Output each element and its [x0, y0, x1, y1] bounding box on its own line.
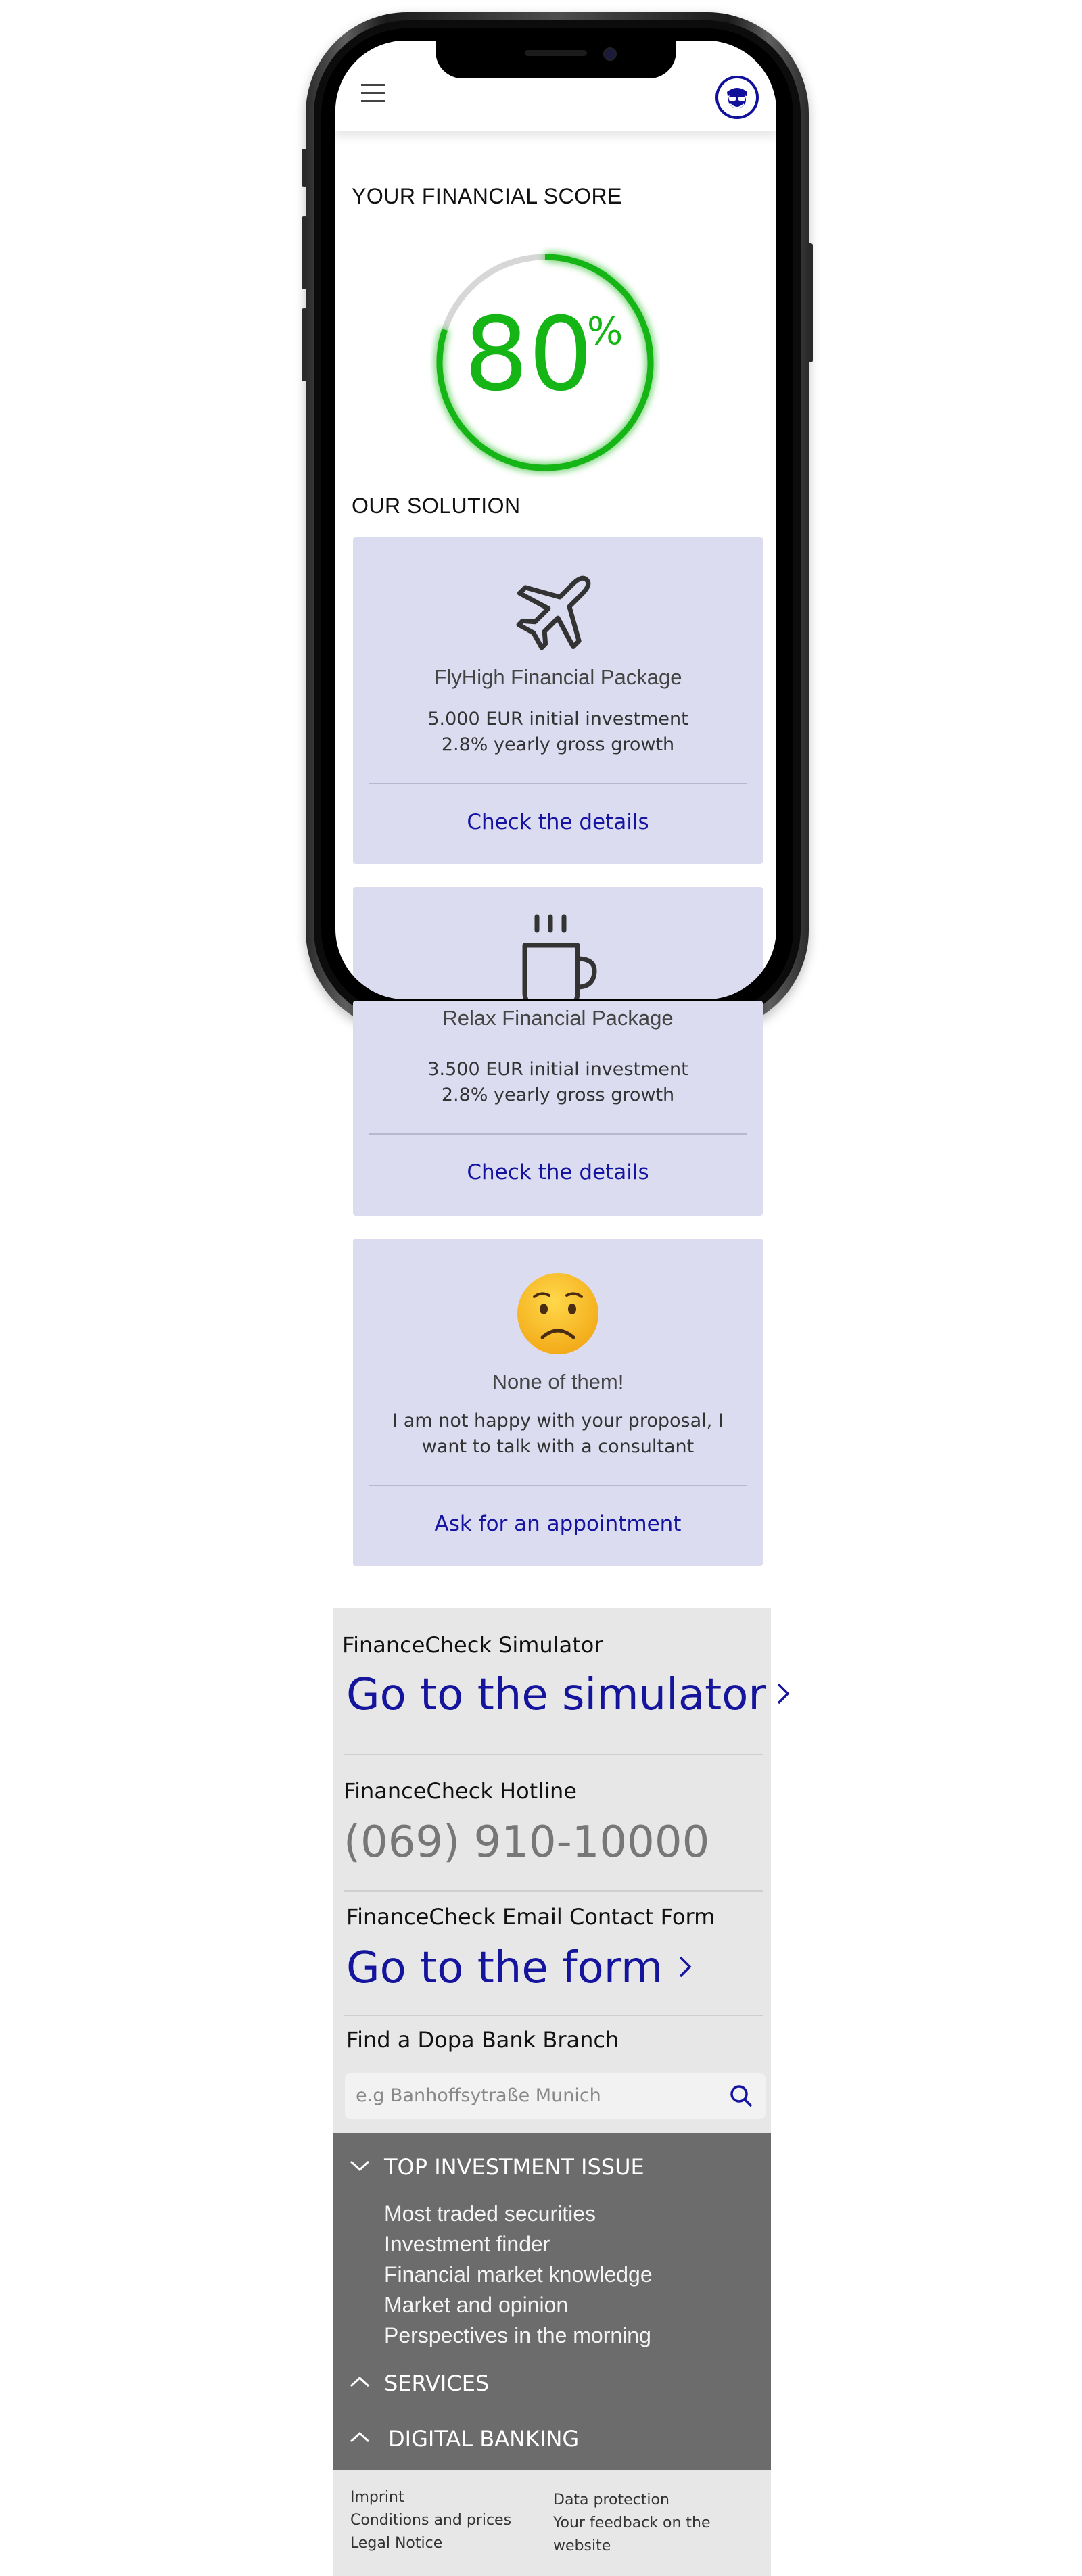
airplane-icon: [511, 561, 605, 656]
panel-divider: [344, 2015, 763, 2016]
footer-link-feedback[interactable]: Your feedback on the: [553, 2514, 711, 2531]
financial-score-title: YOUR FINANCIAL SCORE: [352, 184, 622, 208]
simulator-link[interactable]: [346, 1670, 791, 1720]
nav-link-market-knowledge[interactable]: Financial market knowledge: [384, 2262, 653, 2287]
card-divider: [369, 1485, 747, 1486]
nav-link-investment-finder[interactable]: Investment finder: [384, 2232, 550, 2256]
none-of-them-card: [353, 1239, 763, 1566]
card-growth: 2.8% yearly gross growth: [441, 734, 675, 755]
chevron-up-icon: [349, 2375, 373, 2391]
services-title: SERVICES: [384, 2370, 490, 2396]
phone-screen: [335, 41, 776, 999]
card-investment: 5.000 EUR initial investment: [427, 709, 688, 730]
phone-power-button: [807, 243, 813, 362]
footer-link-data-protection[interactable]: Data protection: [553, 2491, 669, 2508]
email-form-link[interactable]: [346, 1943, 692, 1993]
card-title: None of them!: [492, 1370, 624, 1393]
phone-volume-up: [302, 216, 307, 289]
card-title: Relax Financial Package: [442, 1006, 674, 1030]
chevron-down-icon: [349, 2159, 373, 2175]
panel-divider: [344, 1754, 763, 1755]
nav-link-most-traded[interactable]: Most traded securities: [384, 2201, 596, 2226]
chevron-up-icon: [349, 2431, 373, 2447]
email-form-link-text: Go to the form: [346, 1943, 663, 1993]
top-investment-toggle[interactable]: [349, 2154, 644, 2180]
search-icon[interactable]: [728, 2082, 755, 2112]
worried-face-icon: [515, 1271, 601, 1356]
hamburger-menu-icon[interactable]: [356, 78, 391, 108]
card-title: FlyHigh Financial Package: [433, 665, 682, 689]
package-card-relax: [353, 1001, 763, 1216]
phone-volume-down: [302, 308, 307, 381]
panel-divider: [344, 1890, 763, 1892]
coffee-cup-icon: [507, 911, 609, 999]
footer-link-feedback-website[interactable]: website: [553, 2537, 611, 2554]
footer-link-imprint[interactable]: Imprint: [350, 2489, 404, 2506]
nav-link-market-opinion[interactable]: Market and opinion: [384, 2293, 569, 2317]
top-investment-title: TOP INVESTMENT ISSUE: [384, 2154, 644, 2180]
card-growth: 2.8% yearly gross growth: [441, 1084, 675, 1105]
simulator-link-text: Go to the simulator: [346, 1670, 766, 1720]
card-text-line2: want to talk with a consultant: [421, 1436, 695, 1457]
ask-appointment-link[interactable]: Ask for an appointment: [434, 1512, 682, 1536]
phone-camera: [603, 47, 617, 61]
user-avatar-icon[interactable]: [715, 76, 759, 119]
nav-link-perspectives[interactable]: Perspectives in the morning: [384, 2323, 651, 2347]
footer-link-conditions[interactable]: Conditions and prices: [350, 2512, 512, 2529]
branch-search-placeholder: e.g Banhoffsytraße Munich: [356, 2085, 601, 2106]
package-card-flyhigh: [353, 537, 763, 864]
branch-search-input[interactable]: [345, 2073, 766, 2119]
check-details-link[interactable]: Check the details: [467, 810, 649, 834]
branch-label: Find a Dopa Bank Branch: [346, 2027, 619, 2053]
score-unit: %: [587, 310, 624, 354]
phone-speaker: [525, 50, 587, 56]
package-card-relax-top: [353, 887, 763, 999]
digital-banking-toggle[interactable]: [349, 2426, 579, 2452]
email-form-label: FinanceCheck Email Contact Form: [346, 1904, 715, 1930]
score-value: 80: [464, 296, 593, 414]
our-solution-title: OUR SOLUTION: [352, 494, 521, 518]
card-divider: [369, 783, 747, 784]
hotline-number[interactable]: (069) 910-10000: [344, 1817, 710, 1867]
services-toggle[interactable]: [349, 2370, 489, 2396]
card-investment: 3.500 EUR initial investment: [427, 1059, 688, 1080]
phone-notch: [436, 41, 676, 78]
digital-banking-title: DIGITAL BANKING: [388, 2426, 580, 2452]
simulator-label: FinanceCheck Simulator: [342, 1632, 603, 1658]
check-details-link[interactable]: Check the details: [467, 1160, 649, 1185]
footer-link-legal-notice[interactable]: Legal Notice: [350, 2535, 443, 2552]
chevron-right-icon: [678, 1953, 692, 1983]
hotline-label: FinanceCheck Hotline: [344, 1778, 577, 1804]
card-text-line1: I am not happy with your proposal, I: [392, 1410, 724, 1431]
phone-silent-switch: [302, 149, 307, 187]
chevron-right-icon: [776, 1680, 791, 1710]
card-divider: [369, 1133, 747, 1135]
